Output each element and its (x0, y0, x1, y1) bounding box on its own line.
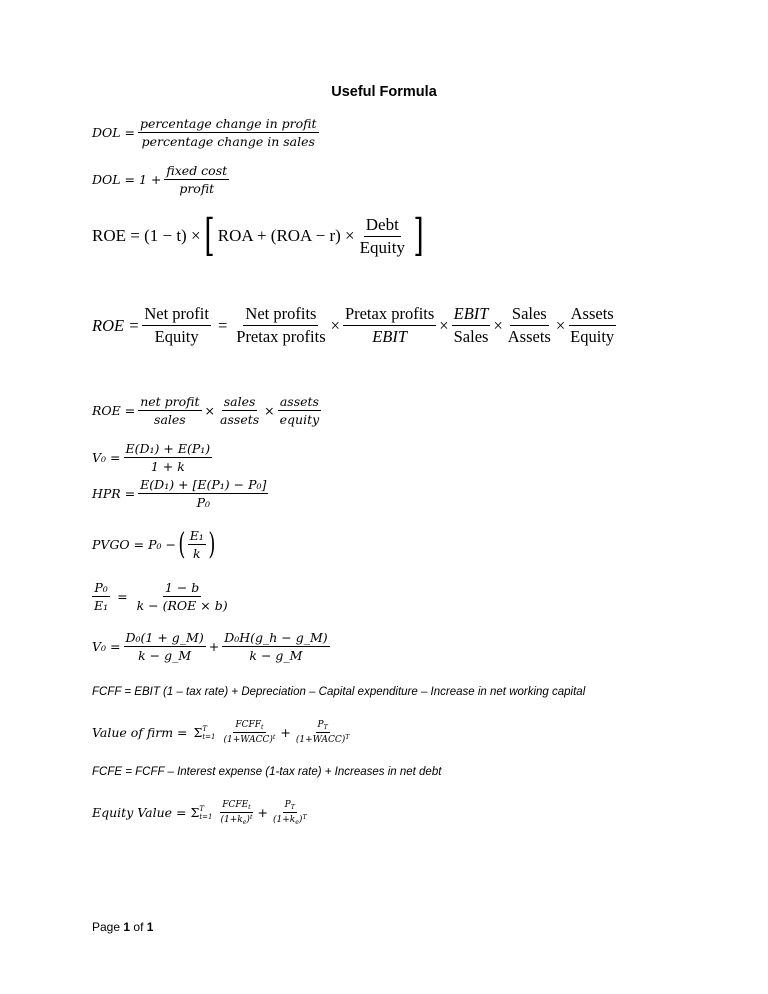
formula-v0 (92, 441, 215, 474)
numerator: D₀(1 + g_M) (125, 630, 204, 645)
sum-sign: Σ (190, 805, 200, 821)
numerator: Net profits (243, 304, 318, 326)
numerator: Assets (569, 304, 616, 326)
times-sign: × (555, 315, 566, 335)
lhs: V₀ = (92, 450, 121, 465)
denominator: E₁ (94, 598, 109, 613)
superscript: t (249, 813, 253, 821)
formula-fcff: FCFF = EBIT (1 – tax rate) + Depreciation – Capital expenditure – Increase in net working capital (92, 686, 586, 698)
right-paren: ) (208, 526, 216, 562)
numerator: P₀ (94, 580, 108, 595)
formula-fcfe: FCFE = FCFF – Interest expense (1-tax rate) + Increases in net debt (92, 766, 442, 778)
numerator: P (284, 800, 291, 810)
denominator: profit (179, 181, 215, 196)
times-sign: × (439, 315, 449, 335)
fraction (506, 304, 553, 347)
close-paren: ) (298, 815, 303, 826)
superscript: T (345, 733, 350, 741)
formula-value-of-firm (92, 720, 354, 745)
lhs: V₀ = (92, 639, 121, 654)
denominator: k − g_M (249, 648, 303, 663)
denominator: percentage change in sales (141, 134, 315, 149)
superscript: t (272, 733, 276, 741)
plus-sign: + (280, 725, 291, 740)
numerator: Net profit (142, 304, 211, 326)
equals-sign: = (117, 589, 128, 604)
fraction (278, 394, 322, 427)
close-paren: ) (246, 815, 250, 826)
denominator: (1+k (220, 815, 243, 826)
lhs: Value of firm = (92, 725, 188, 740)
denominator: (1+WACC) (223, 735, 273, 746)
formula-roe-leverage (92, 210, 427, 261)
numerator: 1 − b (164, 580, 200, 595)
sum-sign: Σ (193, 725, 203, 740)
numerator: Pretax profits (343, 304, 436, 326)
times-sign: × (204, 403, 216, 418)
fraction (138, 116, 318, 149)
numerator: P (317, 720, 324, 730)
fraction (138, 477, 268, 510)
lhs: HPR = (92, 486, 136, 501)
fraction (358, 215, 407, 258)
fraction (222, 630, 329, 663)
formula-h-model (92, 630, 333, 663)
subscript: e (295, 818, 299, 826)
numerator: D₀H(g_h − g_M) (224, 630, 328, 645)
fraction (568, 304, 616, 347)
lhs: ROE = (92, 315, 140, 335)
numerator: FCFF (235, 720, 261, 730)
fraction (271, 800, 309, 826)
fraction (164, 163, 229, 196)
subscript: t (248, 803, 251, 811)
formula-pvgo (92, 528, 218, 561)
of-label: of (133, 920, 144, 934)
lhs: PVGO = P₀ − (92, 537, 176, 552)
fraction (294, 720, 352, 745)
numerator: EBIT (452, 304, 491, 326)
denominator: sales (154, 412, 186, 427)
subscript: T (323, 723, 328, 731)
formula-dol-fixed-cost (92, 163, 232, 196)
lhs: ROE = (1 − t) × (92, 226, 201, 245)
numerator: E(D₁) + E(P₁) (125, 441, 211, 456)
denominator: 1 + k (150, 459, 185, 474)
page-footer (92, 920, 153, 934)
denominator: Pretax profits (236, 327, 326, 346)
formula-roe-dupont (92, 394, 324, 427)
numerator: fixed cost (166, 163, 228, 178)
formula-roe-dupont-extended (92, 304, 619, 347)
page-label: Page (92, 920, 121, 934)
denominator: P₀ (196, 495, 210, 510)
lhs: DOL = 1 + (92, 172, 162, 187)
fraction (142, 304, 211, 347)
denominator: (1+k (272, 815, 296, 826)
denominator: Equity (154, 327, 199, 346)
fraction (92, 580, 110, 613)
inner-expression: ROA + (ROA − r) × (217, 226, 355, 245)
lhs: DOL = (92, 125, 136, 140)
superscript: T (302, 813, 307, 821)
sum-upper-limit: T (202, 724, 208, 733)
denominator: k − g_M (138, 648, 192, 663)
times-sign: × (264, 403, 275, 418)
lhs: ROE = (92, 403, 136, 418)
numerator: net profit (140, 394, 200, 409)
page-title: Useful Formula (331, 84, 437, 100)
subscript: T (290, 803, 295, 811)
fraction (343, 304, 436, 347)
numerator: sales (223, 394, 256, 409)
denominator: Sales (453, 327, 489, 346)
page-number: 1 (123, 920, 131, 934)
fraction (124, 630, 206, 663)
numerator: assets (279, 394, 319, 409)
sum-lower-limit: t=1 (199, 812, 213, 821)
fraction (135, 580, 230, 613)
denominator: equity (279, 412, 320, 427)
fraction (452, 304, 491, 347)
numerator: FCFE (222, 800, 249, 810)
numerator: E₁ (189, 528, 204, 543)
fraction (234, 304, 327, 347)
equals-sign: = (217, 315, 228, 335)
page-total: 1 (146, 920, 154, 934)
plus-sign: + (257, 805, 268, 821)
fraction (138, 394, 201, 427)
numerator: Debt (364, 215, 401, 237)
numerator: percentage change in profit (140, 116, 317, 131)
fraction (218, 394, 261, 427)
denominator: k (192, 546, 201, 561)
denominator: EBIT (372, 327, 408, 346)
fraction (124, 441, 213, 474)
denominator: Equity (359, 237, 405, 257)
denominator: k − (ROE × b) (136, 598, 228, 613)
denominator: Equity (570, 327, 615, 346)
fraction (188, 528, 206, 561)
lhs: Equity Value = (92, 805, 187, 821)
fraction (221, 720, 277, 745)
formula-pe-ratio (92, 580, 233, 613)
subscript: e (242, 818, 247, 826)
formula-equity-value (92, 800, 312, 826)
times-sign: × (330, 315, 340, 335)
sum-lower-limit: t=1 (202, 732, 216, 741)
formula-hpr (92, 477, 271, 510)
plus-sign: + (208, 639, 220, 654)
denominator: (1+WACC) (295, 735, 346, 746)
right-bracket: ] (413, 210, 424, 261)
left-bracket: [ (203, 210, 215, 261)
fraction (218, 800, 254, 826)
left-paren: ( (178, 526, 186, 562)
numerator: E(D₁) + [E(P₁) − P₀] (140, 477, 267, 492)
formula-dol-percentage (92, 116, 322, 149)
sum-upper-limit: T (199, 804, 204, 813)
numerator: Sales (510, 304, 549, 326)
denominator: Assets (507, 327, 551, 346)
subscript: t (260, 723, 264, 731)
times-sign: × (493, 315, 503, 335)
denominator: assets (220, 412, 260, 427)
